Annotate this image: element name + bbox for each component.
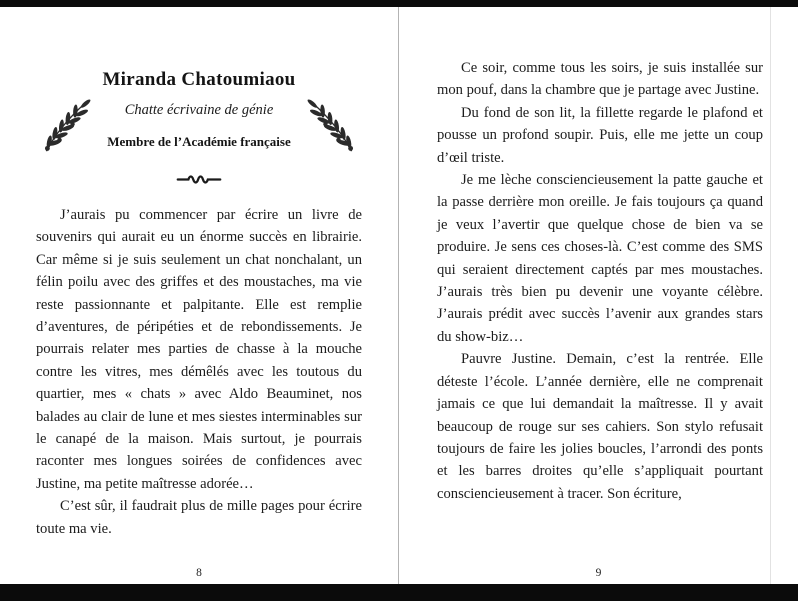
book-title: Miranda Chatoumiaou: [102, 69, 296, 90]
page-gutter-line: [398, 7, 399, 584]
two-page-spread: [0, 7, 798, 584]
right-page-body: [437, 7, 763, 505]
book-subtitle: Chatte écrivaine de génie: [124, 102, 274, 118]
paragraph: Ce soir, comme tous les soirs, je suis installée sur mon pouf, dans la chambre que je partage avec Justine.: [437, 60, 763, 99]
paragraph: Pauvre Justine. Demain, c’est la rentrée. Elle déteste l’école. L’année dernière, elle ne comprenait jamais ce que lui demandait la maîtresse. Il y avait beaucoup de rouge sur ses cahiers. Son stylo refusait toujours de faire les jolies boucles, l’arrondi des ponts et les barres droites qu’elle s’appliquait pourtant consciencieusement à tracer. Son écriture,: [437, 351, 763, 502]
squiggle-divider-icon: [176, 173, 222, 186]
laurel-branch-left-icon: [39, 95, 95, 157]
paragraph: J’aurais pu commencer par écrire un livre de souvenirs qui aurait eu un énorme succès en librairie. Car même si je suis seulement un chat nonchalant, un félin poilu avec des griffes et des moustaches, ma vie reste passionnante et palpitante. Elle est remplie d’aventures, de péripéties et de rebondissements. Je pourrais relater mes parties de chasse à la mouche contre les vitres, mes démêlés avec les toutous du quartier, mes « chats » avec Aldo Beauminet, nos balades au clair de lune et mes siestes interminables sur le canapé de la maison. Mais surtout, je pourrais raconter mes longues soirées de confidences avec Justine, ma petite maîtresse adorée…: [36, 207, 362, 492]
page-edge-line: [770, 7, 771, 584]
left-page-body: [36, 204, 362, 540]
laurel-branch-right-icon: [303, 95, 359, 157]
top-frame-bar: [0, 0, 798, 7]
right-page[interactable]: [399, 7, 798, 584]
left-page[interactable]: [0, 7, 398, 584]
paragraph: Je me lèche consciencieusement la patte gauche et la passe derrière mon oreille. Je fais toujours ça quand je veux l’avertir que quelque chose de bien va se produire. Je sens ces choses-là. C’est comme des SMS qui seraient directement captés par mes moustaches. J’aurais très bien pu devenir une voyante célèbre. J’aurais prédit avec succès l’avenir aux grandes stars du show-biz…: [437, 172, 763, 345]
bottom-frame-bar: [0, 584, 798, 601]
chapter-heading: [36, 7, 362, 186]
book-affiliation: Membre de l’Académie française: [107, 134, 291, 149]
page-number-left: 8: [196, 567, 202, 579]
paragraph: Du fond de son lit, la fillette regarde le plafond et pousse un profond soupir. Puis, elle me jette un coup d’œil triste.: [437, 104, 763, 166]
paragraph: C’est sûr, il faudrait plus de mille pages pour écrire toute ma vie.: [36, 498, 362, 537]
page-number-right: 9: [595, 567, 602, 579]
